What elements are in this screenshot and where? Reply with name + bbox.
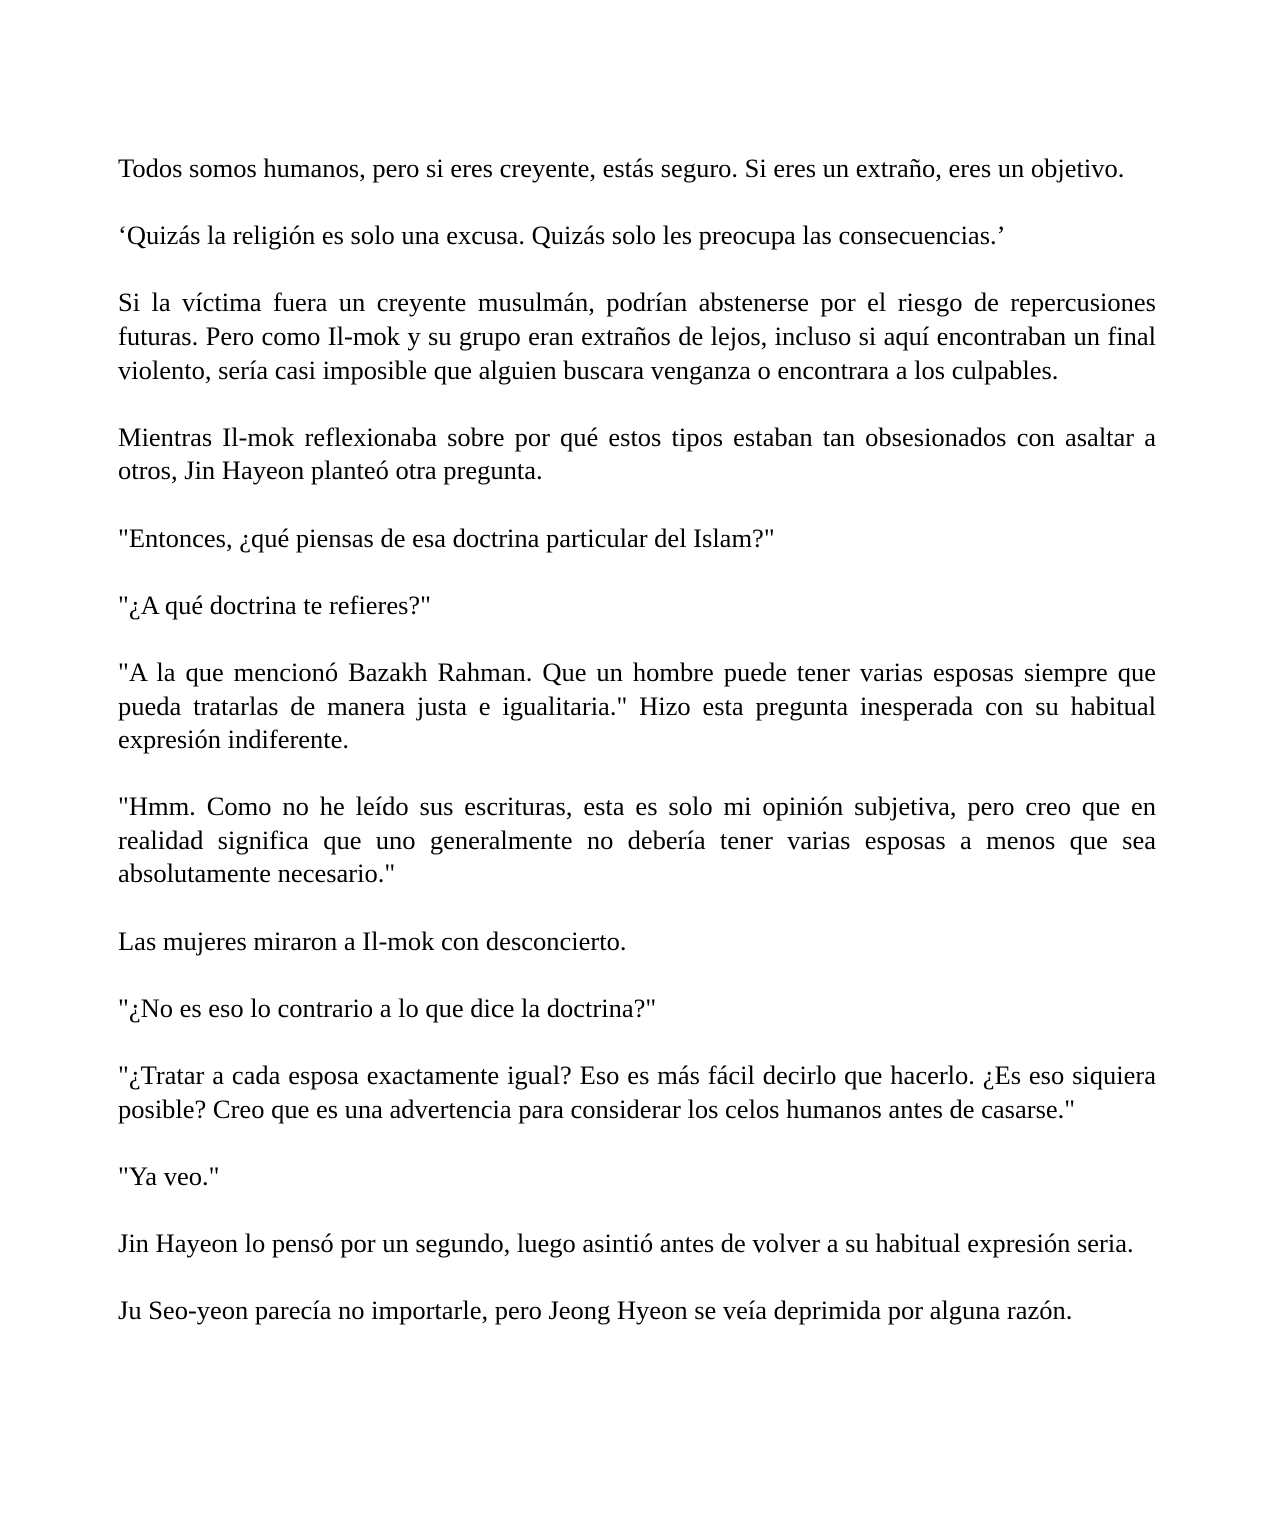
paragraph-10: "¿No es eso lo contrario a lo que dice la doctrina?" bbox=[118, 992, 657, 1023]
paragraph-1: Todos somos humanos, pero si eres creyente, estás seguro. Si eres un extraño, eres un objetivo. bbox=[118, 153, 1125, 183]
paragraph-11: "¿Tratar a cada esposa exactamente igual? Eso es más fácil decirlo que hacerlo. ¿Es eso siquiera posible? Creo que es una advertencia para considerar los celos humanos antes de casarse." bbox=[118, 1060, 1156, 1124]
paragraph-8: "Hmm. Como no he leído sus escrituras, esta es solo mi opinión subjetiva, pero creo que en realidad significa que uno generalmente no debería tener varias esposas a menos que sea absolutamente necesario." bbox=[118, 791, 1156, 889]
paragraph-12: "Ya veo." bbox=[118, 1160, 220, 1191]
paragraph-13: Jin Hayeon lo pensó por un segundo, luego asintió antes de volver a su habitual expresión seria. bbox=[118, 1228, 1134, 1258]
paragraph-5: "Entonces, ¿qué piensas de esa doctrina particular del Islam?" bbox=[118, 522, 775, 553]
paragraph-4: Mientras Il-mok reflexionaba sobre por qué estos tipos estaban tan obsesionados con asaltar a otros, Jin Hayeon planteó otra pregunta. bbox=[118, 421, 1156, 486]
paragraph-6: "¿A qué doctrina te refieres?" bbox=[118, 589, 431, 620]
paragraph-7: "A la que mencionó Bazakh Rahman. Que un hombre puede tener varias esposas siempre que pueda tratarlas de manera justa e igualitaria." Hizo esta pregunta inesperada con su habitual expresión indiferente. bbox=[118, 656, 1156, 755]
document-page bbox=[118, 152, 1156, 1361]
paragraph-2: ‘Quizás la religión es solo una excusa. Quizás solo les preocupa las consecuencias.’ bbox=[118, 220, 1006, 251]
paragraph-14: Ju Seo-yeon parecía no importarle, pero Jeong Hyeon se veía deprimida por alguna razón. bbox=[118, 1295, 1073, 1326]
paragraph-3: Si la víctima fuera un creyente musulmán, podrían abstenerse por el riesgo de repercusiones futuras. Pero como Il-mok y su grupo eran extraños de lejos, incluso si aquí encontraban un final violento, sería casi imposible que alguien buscara venganza o encontrara a los culpables. bbox=[118, 287, 1156, 385]
paragraph-9: Las mujeres miraron a Il-mok con desconcierto. bbox=[118, 925, 627, 956]
